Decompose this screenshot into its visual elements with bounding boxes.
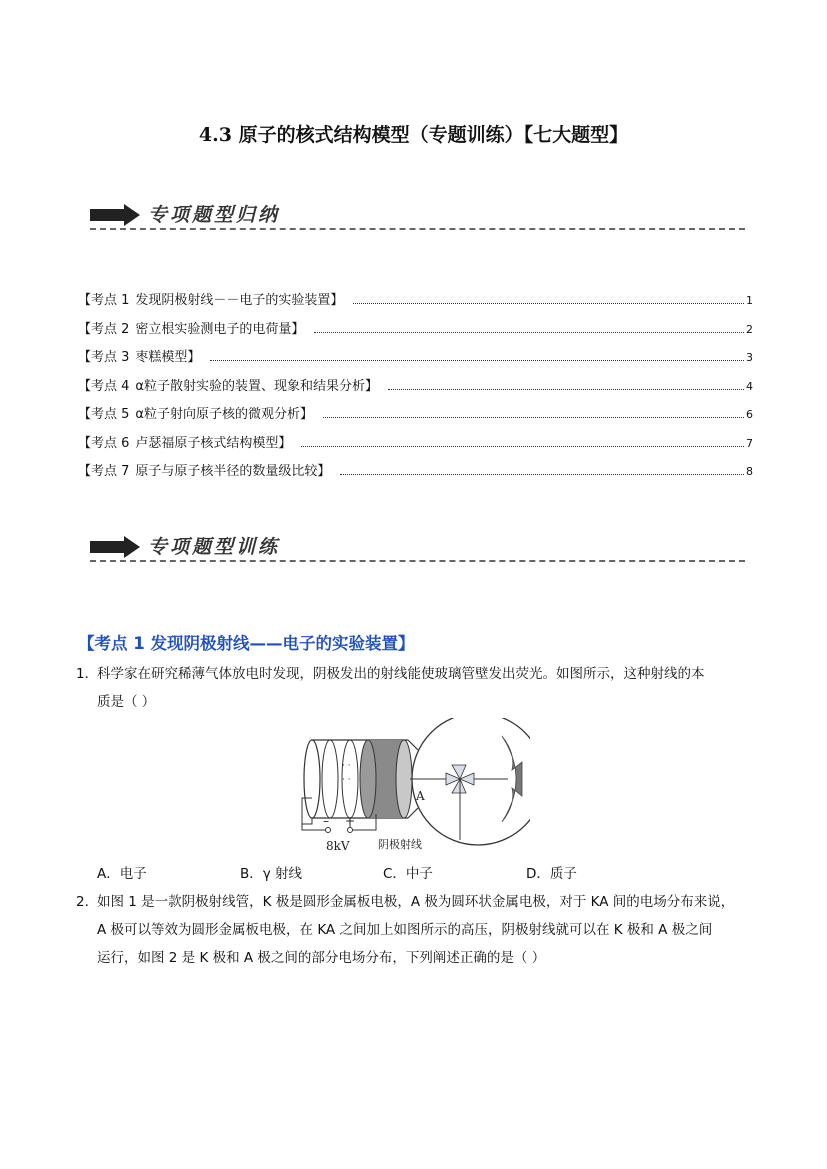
- choice-a[interactable]: A．电子: [97, 866, 147, 882]
- answer-choices: [97, 862, 717, 882]
- section-heading: 【考点 1 发现阴极射线——电子的实验装置】: [78, 634, 415, 653]
- minus-label: –: [323, 814, 329, 828]
- question-text: 科学家在研究稀薄气体放电时发现，阴极发出的射线能使玻璃管壁发出荧光。如图所示，这种射线的本: [97, 666, 705, 682]
- choice-c[interactable]: C．中子: [383, 866, 433, 882]
- summary-banner-label: 专项题型归纳: [148, 204, 281, 226]
- toc-item[interactable]: 【考点 6 卢瑟福原子核式结构模型】 7: [78, 435, 753, 451]
- toc-item[interactable]: 【考点 7 原子与原子核半径的数量级比较】 8: [78, 464, 753, 479]
- question-number: 1．: [76, 666, 99, 682]
- voltage-label: 8kV: [326, 839, 350, 853]
- cathode-ray-tube-figure: [290, 718, 530, 858]
- training-banner: [90, 532, 745, 562]
- plus-label: +: [345, 814, 356, 828]
- divider: [90, 560, 745, 562]
- choice-d[interactable]: D．质子: [526, 866, 577, 882]
- ray-label: 阴极射线: [378, 838, 422, 851]
- toc-item[interactable]: 【考点 5 α粒子射向原子核的微观分析】 6: [78, 407, 753, 422]
- table-of-contents: [78, 289, 753, 489]
- question-text: A 极可以等效为圆形金属板电极，在 KA 之间加上如图所示的高压，阴极射线就可以在 K 极和 A 极之间: [97, 922, 713, 938]
- toc-item[interactable]: 【考点 1 发现阴极射线－－电子的实验装置】 1: [78, 293, 753, 308]
- question-number: 2．: [76, 894, 99, 910]
- training-banner-label: 专项题型训练: [148, 536, 281, 558]
- arrow-icon: [90, 536, 142, 558]
- toc-item[interactable]: 【考点 2 密立根实验测电子的电荷量】 2: [78, 321, 753, 337]
- toc-item[interactable]: 【考点 4 α粒子散射实验的装置、现象和结果分析】 4: [78, 378, 753, 394]
- figure-dots: · ·: [342, 775, 351, 785]
- question-1: [76, 660, 756, 716]
- question-text: 质是（ ）: [97, 694, 156, 710]
- choice-b[interactable]: B．γ 射线: [240, 866, 303, 882]
- divider: [90, 228, 745, 230]
- question-text: 如图 1 是一款阴极射线管，K 极是圆形金属板电极，A 极为圆环状金属电极，对于 KA 间的电场分布来说，: [97, 894, 735, 910]
- summary-banner: [90, 200, 745, 230]
- arrow-icon: [90, 204, 142, 226]
- question-2: [76, 888, 756, 972]
- anode-label: A: [416, 789, 425, 803]
- toc-item[interactable]: 【考点 3 枣糕模型】 3: [78, 350, 753, 365]
- question-text: 运行，如图 2 是 K 极和 A 极之间的部分电场分布，下列阐述正确的是（ ）: [97, 950, 546, 966]
- figure-dots: · ·: [342, 761, 351, 771]
- document-title: 4.3 原子的核式结构模型（专题训练）【七大题型】: [198, 124, 629, 146]
